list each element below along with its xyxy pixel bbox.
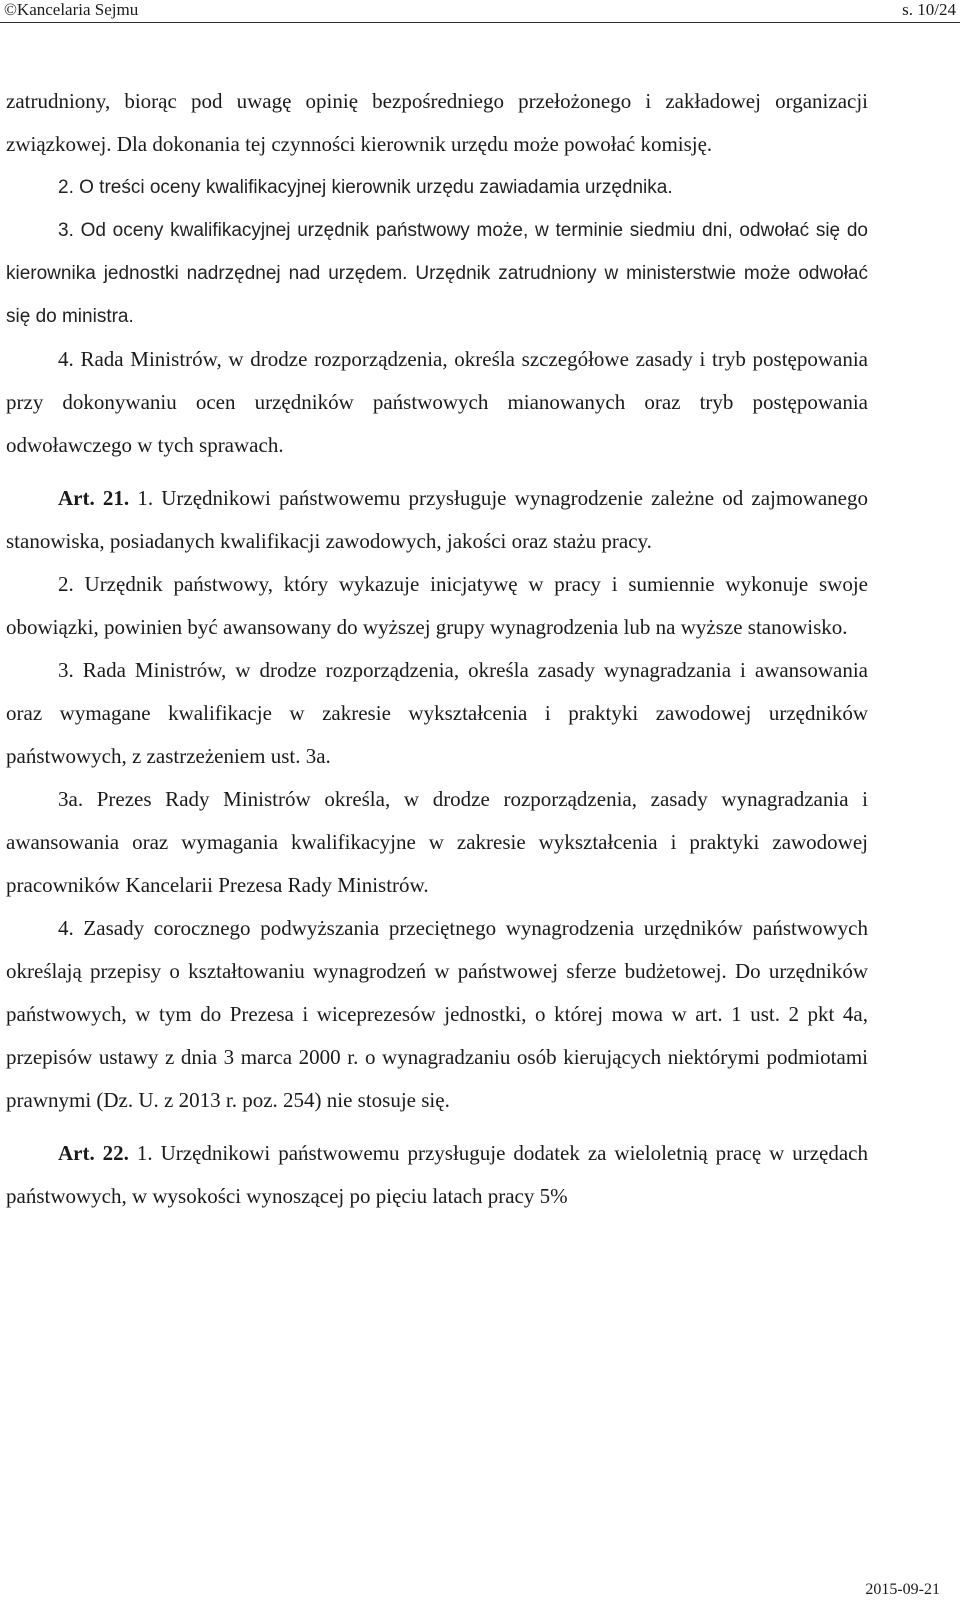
paragraph-art21-ust4: 4. Zasady corocznego podwyższania przeciętnego wynagrodzenia urzędników państwowych określają przepisy o kształtowaniu wynagrodzeń w państwowej sferze budżetowej. Do urzędników państwowych, w tym do Prezesa i wiceprezesów jednostki, o której mowa w art. 1 ust. 2 pkt 4a, przepisów ustawy z dnia 3 marca 2000 r. o wynagradzaniu osób kierujących niektórymi podmiotami prawnymi (Dz. U. z 2013 r. poz. 254) nie stosuje się. — [6, 916, 868, 1112]
paragraph-text: 1. Urzędnikowi państwowemu przysługuje dodatek za wieloletnią pracę w urzędach państwowych, w wysokości wynoszącej po pięciu latach pracy 5% — [6, 1141, 868, 1208]
article-heading-22: Art. 22. — [58, 1141, 129, 1165]
paragraph-art20-ust2: 2. O treści oceny kwalifikacyjnej kierownik urzędu zawiadamia urzędnika. — [58, 177, 673, 198]
paragraph-art20-ust4: 4. Rada Ministrów, w drodze rozporządzenia, określa szczegółowe zasady i tryb postępowania przy dokonywaniu ocen urzędników państwowych mianowanych oraz tryb postępowania odwoławczego w tych sprawach. — [6, 347, 868, 457]
paragraph-art21-ust2: 2. Urzędnik państwowy, który wykazuje inicjatywę w pracy i sumiennie wykonuje swoje obowiązki, powinien być awansowany do wyższej grupy wynagrodzenia lub na wyższe stanowisko. — [6, 572, 868, 639]
document-body — [6, 80, 868, 1218]
paragraph-art20-ust3: 3. Od oceny kwalifikacyjnej urzędnik państwowy może, w terminie siedmiu dni, odwołać się do kierownika jednostki nadrzędnej nad urzędem. Urzędnik zatrudniony w ministerstwie może odwołać się do ministra. — [6, 220, 868, 327]
paragraph-art21-ust1 — [6, 477, 868, 563]
paragraph-text: 1. Urzędnikowi państwowemu przysługuje wynagrodzenie zależne od zajmowanego stanowiska, posiadanych kwalifikacji zawodowych, jakości oraz stażu pracy. — [6, 486, 868, 553]
paragraph-art21-ust3: 3. Rada Ministrów, w drodze rozporządzenia, określa zasady wynagradzania i awansowania oraz wymagane kwalifikacje w zakresie wykształcenia i praktyki zawodowej urzędników państwowych, z zastrzeżeniem ust. 3a. — [6, 658, 868, 768]
article-heading-21: Art. 21. — [58, 486, 130, 510]
paragraph-art21-ust3a: 3a. Prezes Rady Ministrów określa, w drodze rozporządzenia, zasady wynagradzania i awansowania oraz wymagania kwalifikacyjne w zakresie wykształcenia i praktyki zawodowej pracowników Kancelarii Prezesa Rady Ministrów. — [6, 787, 868, 897]
footer-date: 2015-09-21 — [865, 1581, 940, 1598]
paragraph-art22-ust1 — [6, 1132, 868, 1218]
page-header — [0, 0, 960, 22]
paragraph-continuation: zatrudniony, biorąc pod uwagę opinię bezpośredniego przełożonego i zakładowej organizacji związkowej. Dla dokonania tej czynności kierownik urzędu może powołać komisję. — [6, 89, 868, 156]
header-divider — [0, 22, 960, 23]
copyright-label: ©Kancelaria Sejmu — [4, 0, 139, 19]
page-number: s. 10/24 — [902, 0, 956, 19]
